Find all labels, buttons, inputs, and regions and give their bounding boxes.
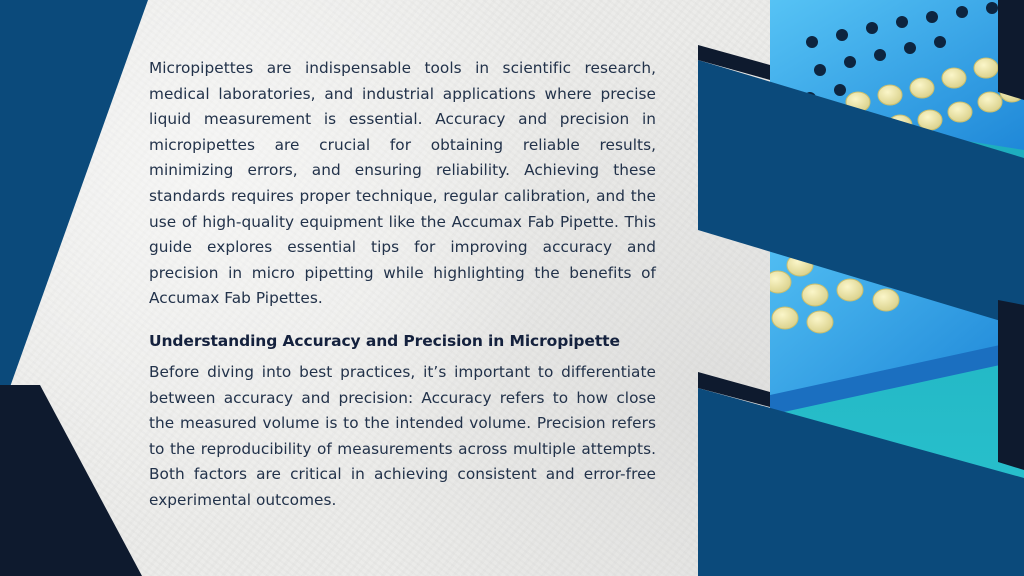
section-paragraph: Before diving into best practices, it’s important to differentiate between accuracy and precision: Accuracy refers to how close the measured volume is to the intended volume. Precision refers to the reproducibility of measurements across multiple attempts. Both factors are critical in achieving consistent and error-free experimental outcomes. [149,362,656,509]
right-dark-strip-lower [998,300,1024,470]
intro-paragraph: Micropipettes are indispensable tools in scientific research, medical laboratories, and industrial applications where precise liquid measurement is essential. Accuracy and precision in micropipettes are crucial for obtaining reliable results, minimizing errors, and ensuring reliability. Achieving these standards requires proper technique, regular calibration, and the use of high-quality equipment like the Accumax Fab Pipette. This guide explores essential tips for improving accuracy and precision in micro pipetting while highlighting the benefits of Accumax Fab Pipettes. [149,59,656,308]
section-heading: Understanding Accuracy and Precision in Micropipette [149,331,620,350]
left-dark-shape [0,385,142,576]
left-navy-shape [0,0,148,415]
article-content [149,56,656,514]
right-dark-strip [998,0,1024,100]
